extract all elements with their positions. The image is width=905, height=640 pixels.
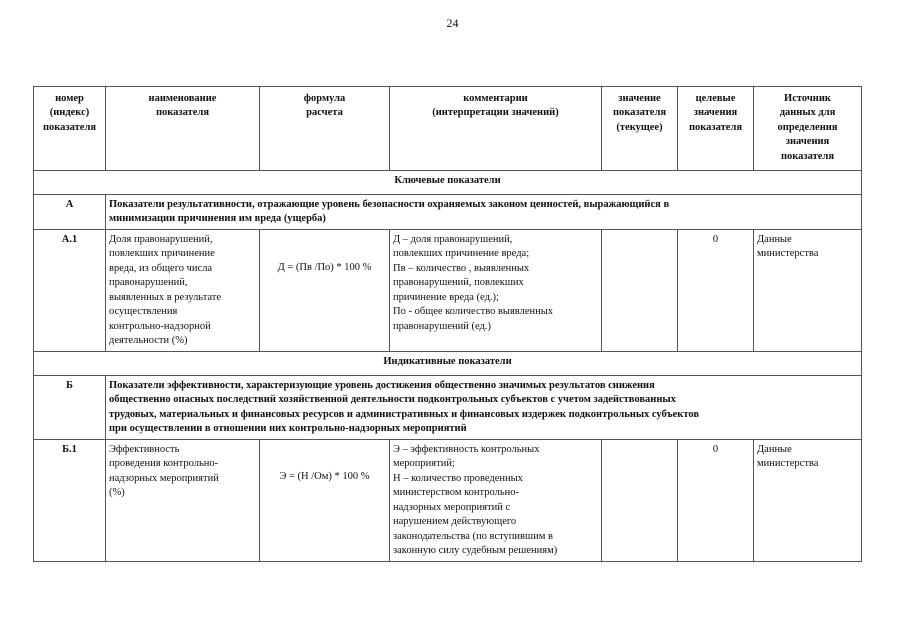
group-title: Показатели эффективности, характеризующие уровень достижения общественно значимых результатов снижения общественно опасных последствий хозяйственной деятельности подконтрольных субъектов с учетом задействованных трудовых, материальных и финансовых ресурсов и административных и финансовых издержек подконтрольных субъектов при осуществлении в отношении них контрольно-надзорных мероприятий <box>106 375 862 439</box>
group-row-a <box>34 195 862 230</box>
indicator-data-source: Данные министерства <box>754 229 862 351</box>
indicator-row-a1 <box>34 229 862 351</box>
header-data-source: Источник данных для определения значения показателя <box>754 87 862 171</box>
section-title: Индикативные показатели <box>34 351 862 375</box>
page-number: 24 <box>446 16 459 30</box>
header-formula: формула расчета <box>260 87 390 171</box>
indicators-table <box>33 86 862 562</box>
section-row-key <box>34 171 862 195</box>
section-row-indicative <box>34 351 862 375</box>
section-title: Ключевые показатели <box>34 171 862 195</box>
indicator-comment: Э – эффективность контрольных мероприятий; Н – количество проведенных министерством контрольно- надзорных мероприятий с нарушением действующего законодательства (по вступившим в законную силу судебным решениям) <box>390 439 602 561</box>
indicator-data-source: Данные министерства <box>754 439 862 561</box>
header-row <box>34 87 862 171</box>
indicator-code: Б.1 <box>34 439 106 561</box>
indicator-row-b1 <box>34 439 862 561</box>
indicator-comment: Д – доля правонарушений, повлекших причинение вреда; Пв – количество , выявленных правонарушений, повлекших причинение вреда (ед.); По - общее количество выявленных правонарушений (ед.) <box>390 229 602 351</box>
group-row-b <box>34 375 862 439</box>
header-index: номер (индекс) показателя <box>34 87 106 171</box>
header-target-value: целевые значения показателя <box>678 87 754 171</box>
indicator-target-value: 0 <box>678 439 754 561</box>
header-current-value: значение показателя (текущее) <box>602 87 678 171</box>
indicator-formula: Д = (Пв /По) * 100 % <box>260 229 390 351</box>
indicator-current-value <box>602 229 678 351</box>
group-title: Показатели результативности, отражающие уровень безопасности охраняемых законом ценностей, выражающийся в минимизации причинения им вреда (ущерба) <box>106 195 862 230</box>
indicator-name: Доля правонарушений, повлекших причинение вреда, из общего числа правонарушений, выявленных в результате осуществления контрольно-надзорной деятельности (%) <box>106 229 260 351</box>
indicator-code: А.1 <box>34 229 106 351</box>
group-code: Б <box>34 375 106 439</box>
indicator-formula: Э = (Н /Ом) * 100 % <box>260 439 390 561</box>
group-code: А <box>34 195 106 230</box>
indicator-current-value <box>602 439 678 561</box>
header-name: наименование показателя <box>106 87 260 171</box>
indicator-target-value: 0 <box>678 229 754 351</box>
header-comment: комментарии (интерпретации значений) <box>390 87 602 171</box>
indicator-name: Эффективность проведения контрольно- надзорных мероприятий (%) <box>106 439 260 561</box>
